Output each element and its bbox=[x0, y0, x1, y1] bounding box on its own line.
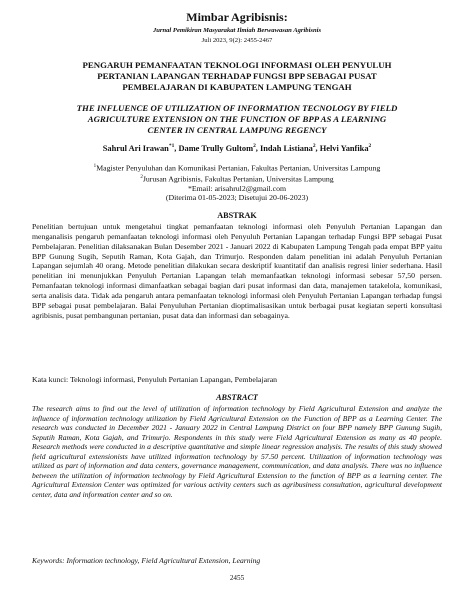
keywords: Keywords: Information technology, Field Agricultural Extension, Learning bbox=[32, 556, 261, 565]
author: Dame Trully Gultom$^2$, bbox=[178, 143, 260, 153]
journal-volume: Juli 2023, 9(2): 2455-2467 bbox=[201, 37, 273, 44]
journal-subtitle: Jurnal Pemikiran Masyarakat Ilmiah Berwawasan Agribisnis bbox=[152, 27, 322, 34]
page-number: 2455 bbox=[229, 574, 245, 582]
affiliation-2: $^2$Jurusan Agribisnis, Fakultas Pertanian, Universitas Lampung bbox=[140, 174, 334, 184]
abstract-heading: ABSTRACT bbox=[216, 393, 258, 402]
corresponding-email: *Email: arisahrul2@gmail.com bbox=[187, 184, 287, 193]
affiliation-1: $^1$Magister Penyuluhan dan Komunikasi Pertanian, Fakultas Pertanian, Universitas Lampung bbox=[93, 163, 381, 173]
author: Helvi Yanfika$^2$ bbox=[319, 143, 372, 153]
affiliations bbox=[40, 162, 434, 203]
abstrak-heading: ABSTRAK bbox=[217, 211, 257, 220]
abstract-body: The research aims to find out the level of utilization of information technology by Field Agricultural Extension and analyze the influence of information technology utilization by Field Agricultural Extension on the Function of BPP as a Learning Center. The research was conducted in December 2021 - January 2022 in Central Lampung District on four BPP namely BPP Gunung Sugih, Seputih Raman, Kota Gajah, and Trimurjo. Respondents in this study were Field Agricultural Extension as many as 40 people. Research methods were conducted in a descriptive quantitative and simple linear regression analysis. The results of this study showed field agricultural extensionists have utilized information technology by 57.50 percent. Utilization of information technology was utilized as part of information and data centers, governance management, communication, and data analysis. There was no influence between the utilization of information technology by Field Agricultural Extension to the function of BPP as a learning center. The Agricultural Extension Center was optimized for various activity centers such as agribusiness consultation, agricultural development center, data and information center and so on. bbox=[32, 404, 442, 499]
title-indonesian: PENGARUH PEMANFAATAN TEKNOLOGI INFORMASI OLEH PENYULUH PERTANIAN LAPANGAN TERHADAP FUNGSI BPP SEBAGAI PUSAT PEMBELAJARAN DI KABUPATEN LAMPUNG TENGAH bbox=[82, 60, 392, 92]
abstrak-body: Penelitian bertujuan untuk mengetahui tingkat pemanfaatan teknologi informasi oleh Penyuluh Pertanian Lapangan dan menganalisis pengaruh pemanfaatan teknologi informasi oleh Penyuluh Pertanian Lapangan terhadap Fungsi BPP sebagai Pusat Pembelajaran. Penelitian dilaksanakan Bulan Desember 2021 - Januari 2022 di Kabupaten Lampung Tengah pada empat BPP yaitu BPP Gunung Sugih, Seputih Raman, Kota Gajah, dan Trimurjo. Responden dalam penelitian ini adalah Penyuluh Pertanian Lapangan sejumlah 40 orang. Metode penelitian dilakukan secara deskriptif kuantitatif dan analisis regresi linier sederhana. Hasil penelitian ini menunjukkan Penyuluh Pertanian Lapangan telah memanfaatkan teknologi informasi sebesar 57,50 persen. Pemanfaatan teknologi informasi dimanfaatkan sebagai bagian dari pusat informasi dan data, manajemen tatakelola, komunikasi, serta analisis data. Tidak ada pengaruh antara pemanfaatan teknologi informasi oleh Penyuluh Pertanian Lapangan terhadap fungsi BPP sebagai pusat pembelajaran. Balai Penyuluhan Pertanian dioptimalisasikan untuk berbagai pusat kegiatan seperti konsultasi agribisnis, pusat pembangunan pertanian, pusat data dan informasi dan sebagainya. bbox=[32, 222, 442, 320]
received-accepted-dates: (Diterima 01-05-2023; Disetujui 20-06-2023) bbox=[165, 193, 309, 203]
title-english: THE INFLUENCE OF UTILIZATION OF INFORMATION TECNOLOGY BY FIELD AGRICULTURE EXTENSION ON THE FUNCTION OF BPP AS A LEARNING CENTER IN CENTRAL LAMPUNG REGENCY bbox=[76, 103, 398, 135]
author: Sahrul Ari Irawan$^{*1}$, bbox=[102, 143, 179, 153]
journal-name: Mimbar Agribisnis: bbox=[186, 10, 288, 24]
author-list bbox=[40, 143, 434, 153]
kata-kunci: Kata kunci: Teknologi informasi, Penyuluh Pertanian Lapangan, Pembelajaran bbox=[32, 375, 278, 384]
author: Indah Listiana$^2$, bbox=[259, 143, 320, 153]
